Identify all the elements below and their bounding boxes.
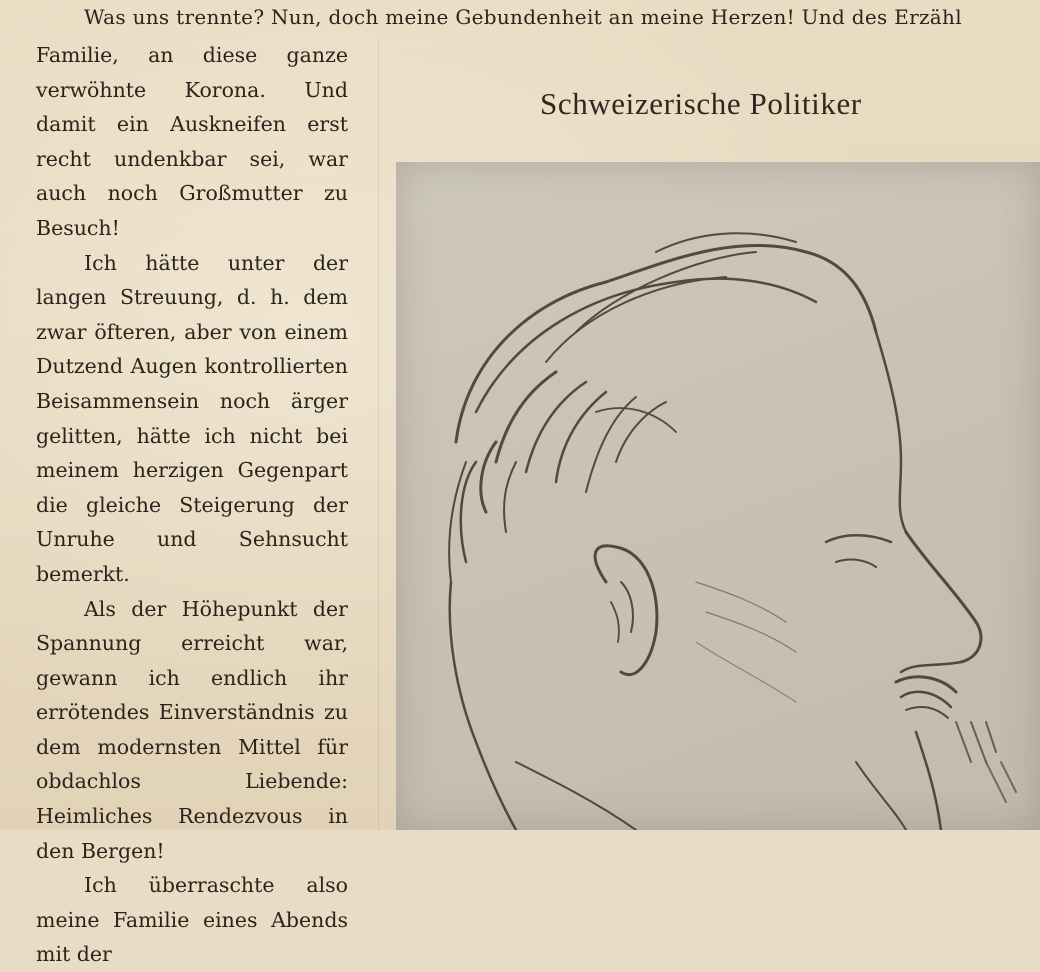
paragraph: Ich hätte unter der langen Streuung, d. h. dem zwar öfteren, aber von einem Dutzend Augen kontrollierten Beisammensein noch ärger gelitten, hätte ich nicht bei meinem herzigen Gegenpart die gleiche Steigerung der Unruhe und Sehnsucht bemerkt. <box>36 250 348 586</box>
paragraph: Ich überraschte also meine Familie eines Abends mit der <box>36 873 348 967</box>
text-column <box>36 38 348 972</box>
column-divider <box>378 40 379 830</box>
portrait-sketch <box>396 162 1040 830</box>
paragraph: Familie, an diese ganze verwöhnte Korona. Und damit ein Auskneifen erst recht undenkbar sei, war auch noch Großmutter zu Besuch! <box>36 43 348 240</box>
paragraph: Als der Höhepunkt der Spannung erreicht war, gewann ich endlich ihr errötendes Einverständnis zu dem modernsten Mittel für obdachlos Liebende: Heimliches Rendezvous in den Bergen! <box>36 596 348 863</box>
portrait-drawing <box>396 162 1040 830</box>
top-text-line: Was uns trennte? Nun, doch meine Gebundenheit an meine Herzen! Und des Erzähl <box>84 5 962 29</box>
section-heading: Schweizerische Politiker <box>540 86 862 121</box>
